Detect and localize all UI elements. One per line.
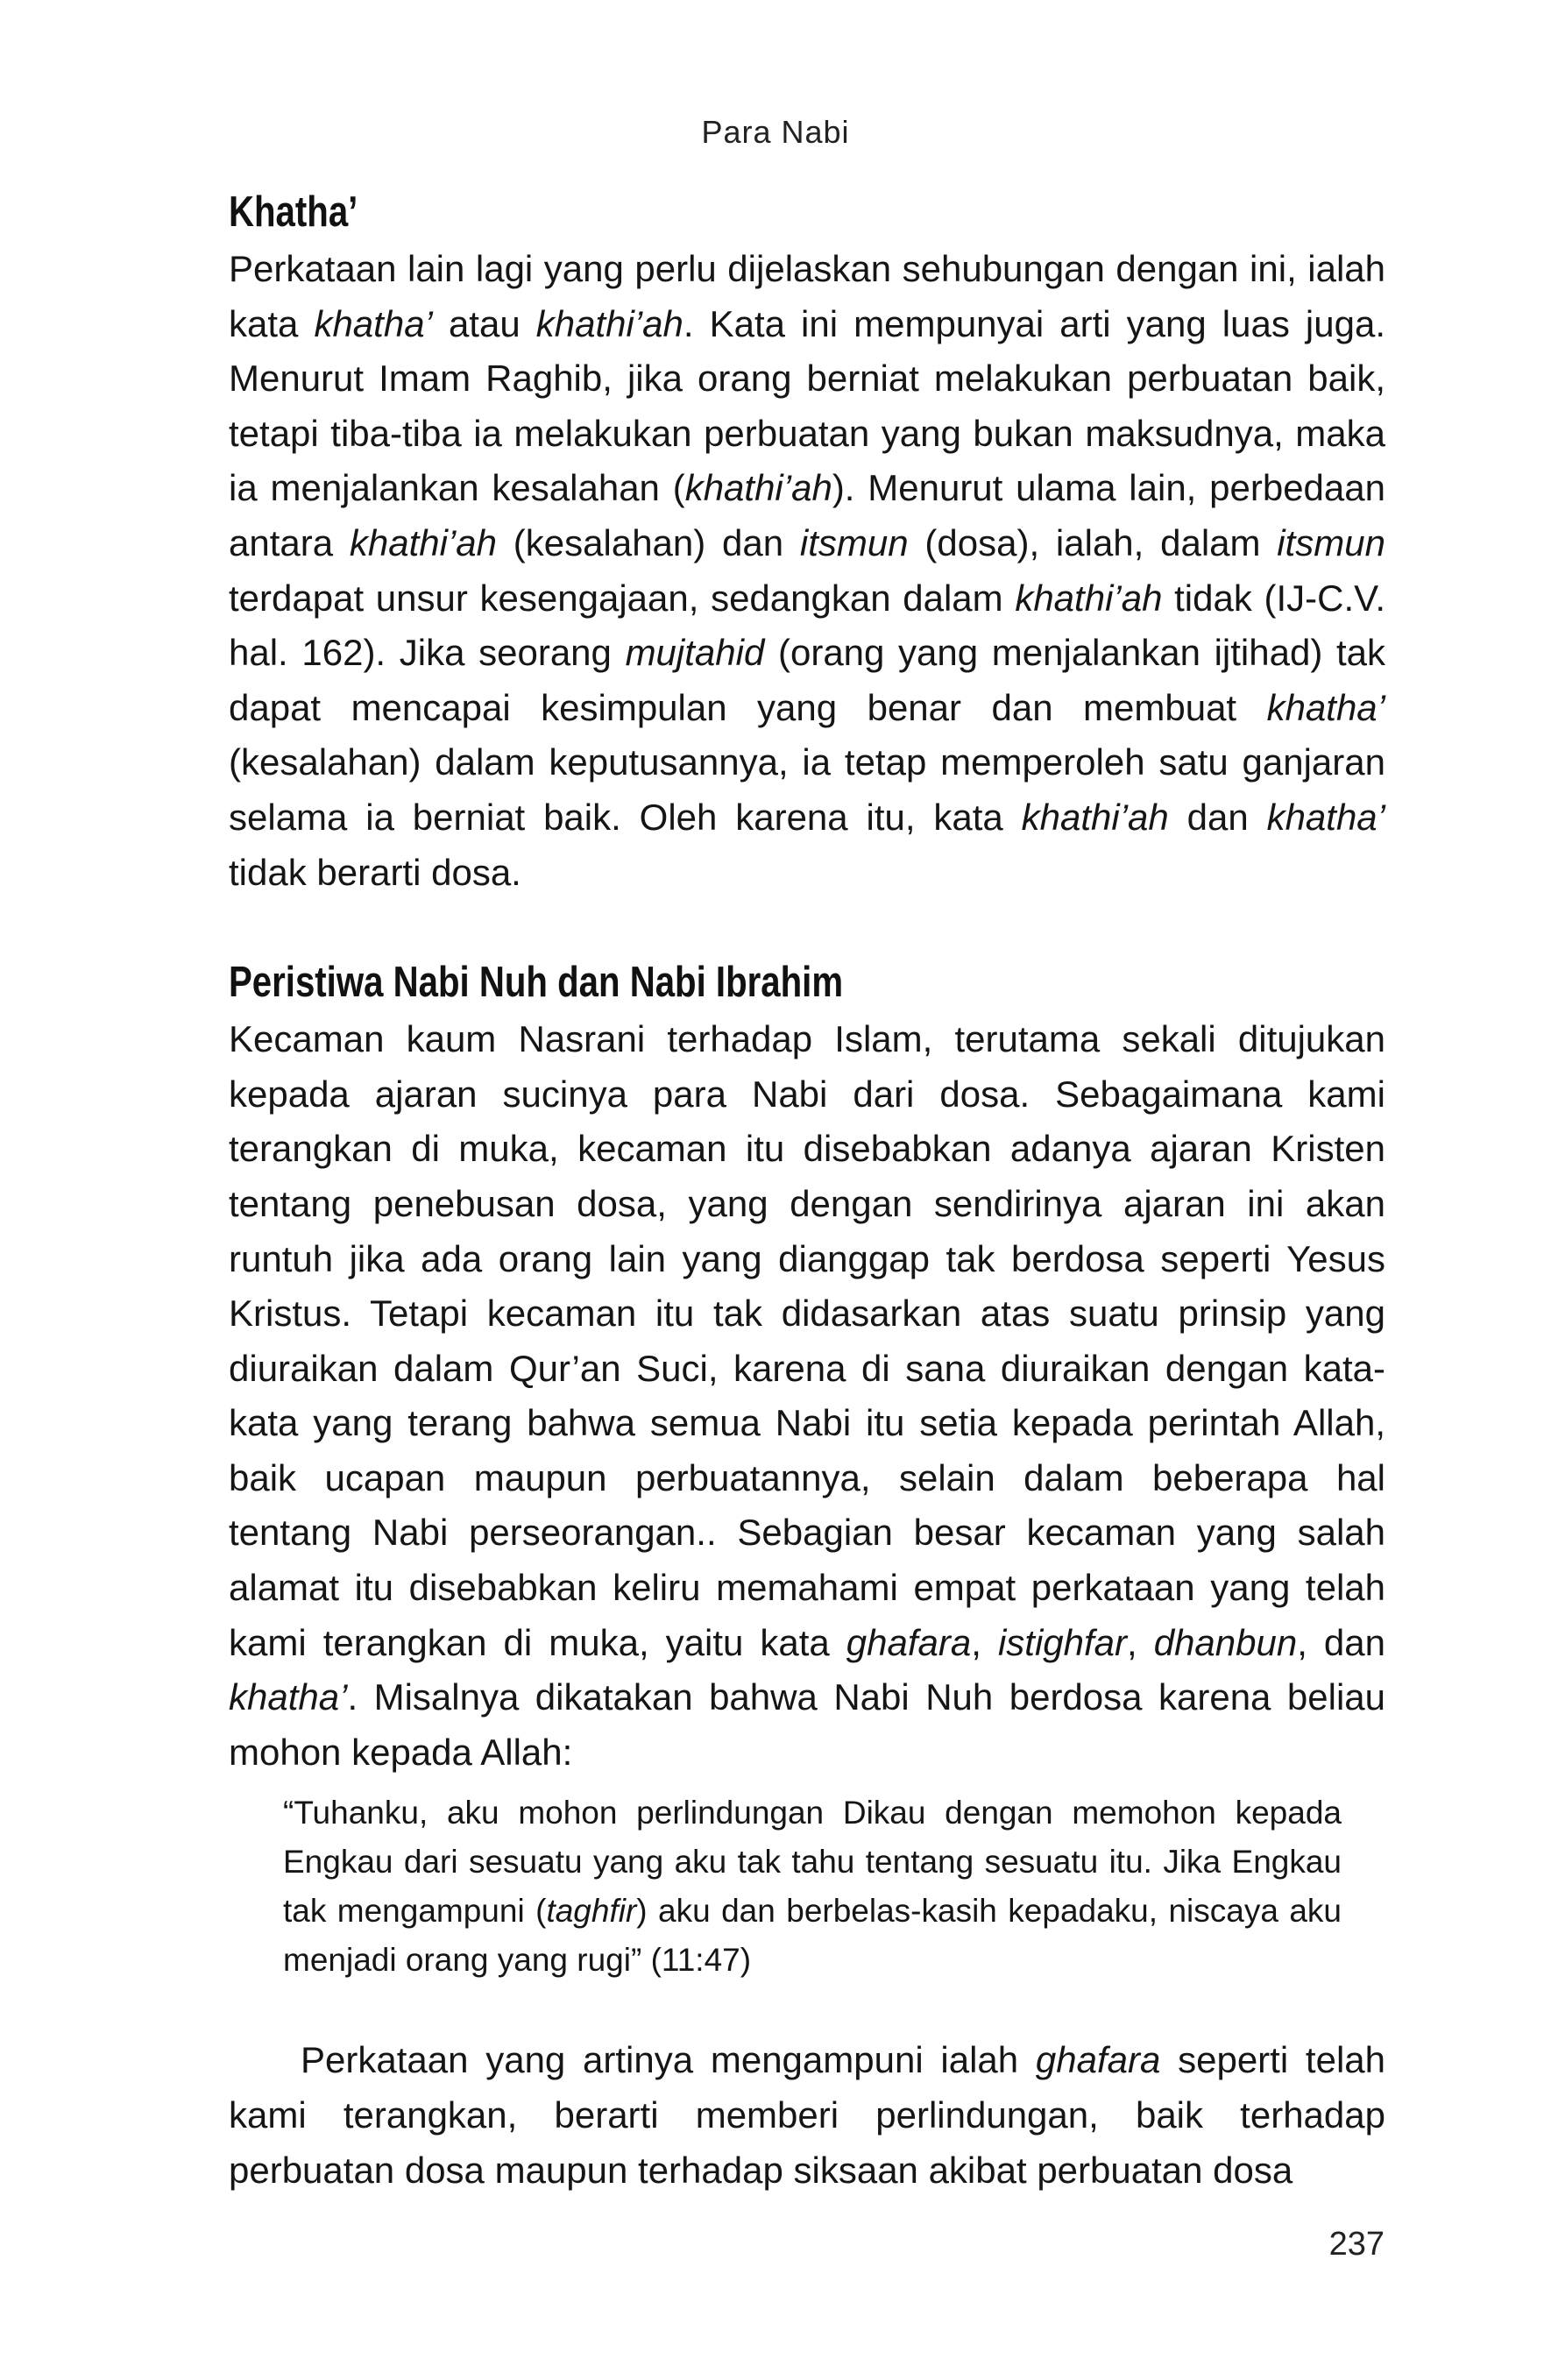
italic-term: taghfir	[546, 1893, 637, 1930]
italic-term: khatha’	[1266, 796, 1385, 838]
italic-term: istighfar	[997, 1621, 1128, 1663]
italic-term: khatha’	[229, 1676, 348, 1718]
quote-spacer-bottom	[229, 1985, 1385, 2033]
italic-term: itsmun	[1277, 521, 1385, 563]
page-content	[229, 182, 1385, 2198]
italic-term: khatha’	[1266, 686, 1385, 728]
italic-term: khathi’ah	[1015, 577, 1163, 619]
quran-quote-11-47: “Tuhanku, aku mohon perlindungan Dikau dengan memohon kepada Engkau dari sesuatu yang aku tak tahu tentang sesuatu itu. Jika Engkau tak mengampuni (taghfir) aku dan berbelas-kasih kepadaku, niscaya aku menjadi orang yang rugi” (11:47)	[283, 1795, 1342, 1979]
italic-term: khatha’	[314, 302, 433, 344]
running-header: Para Nabi	[701, 114, 850, 150]
italic-term: mujtahid	[625, 632, 765, 674]
continuation-paragraph: Perkataan yang artinya mengampuni ialah ghafara seperti telah kami terangkan, berarti memberi perlindungan, baik terhadap perbuatan dosa maupun terhadap siksaan akibat perbuatan dosa	[229, 2039, 1385, 2191]
nuh-ibrahim-paragraph: Kecaman kaum Nasrani terhadap Islam, terutama sekali ditujukan kepada ajaran sucinya para Nabi dari dosa. Sebagaimana kami terangkan di muka, kecaman itu disebabkan adanya ajaran Kristen tentang penebusan dosa, yang dengan sendirinya ajaran ini akan runtuh jika ada orang lain yang dianggap tak berdosa seperti Yesus Kristus. Tetapi kecaman itu tak didasarkan atas suatu prinsip yang diuraikan dalam Qur’an Suci, karena di sana diuraikan dengan kata-kata yang terang bahwa semua Nabi itu setia kepada perintah Allah, baik ucapan maupun perbuatannya, selain dalam beberapa hal tentang Nabi perseorangan.. Sebagian besar kecaman yang salah alamat itu disebabkan keliru memahami empat perkataan yang telah kami terangkan di muka, yaitu kata ghafara, istighfar, dhanbun, dan khatha’. Misalnya dikatakan bahwa Nabi Nuh berdosa karena beliau mohon kepada Allah:	[229, 1018, 1386, 1773]
section-heading-nuh-ibrahim: Peristiwa Nabi Nuh dan Nabi Ibrahim	[229, 959, 844, 1007]
page-number: 237	[1328, 2226, 1385, 2263]
section-spacer	[229, 900, 1385, 953]
italic-term: dhanbun	[1153, 1621, 1298, 1663]
italic-term: itsmun	[799, 521, 909, 563]
italic-term: ghafara	[846, 1621, 972, 1663]
italic-term: khathi’ah	[1021, 796, 1169, 838]
khatha-paragraph: Perkataan lain lagi yang perlu dijelaskan sehubungan dengan ini, ialah kata khatha’ atau khathi’ah. Kata ini mempunyai arti yang luas juga. Menurut Imam Raghib, jika orang berniat melakukan perbuatan baik, tetapi tiba-tiba ia melakukan perbuatan yang bukan maksudnya, maka ia menjalankan kesalahan (khathi’ah). Menurut ulama lain, perbedaan antara khathi’ah (kesalahan) dan itsmun (dosa), ialah, dalam itsmun terdapat unsur kesengajaan, sedangkan dalam khathi’ah tidak (IJ-C.V. hal. 162). Jika seorang mujtahid (orang yang menjalankan ijtihad) tak dapat mencapai kesimpulan yang benar dan membuat khatha’ (kesalahan) dalam keputusannya, ia tetap memperoleh satu ganjaran selama ia berniat baik. Oleh karena itu, kata khathi’ah dan khatha’ tidak berarti dosa.	[229, 248, 1386, 893]
section-heading-khatha: Khatha’	[229, 188, 358, 236]
italic-term: khathi’ah	[349, 521, 498, 563]
italic-term: ghafara	[1035, 2039, 1161, 2081]
italic-term: khathi’ah	[684, 467, 832, 509]
quote-spacer-top	[229, 1780, 1385, 1789]
italic-term: khathi’ah	[535, 302, 683, 344]
